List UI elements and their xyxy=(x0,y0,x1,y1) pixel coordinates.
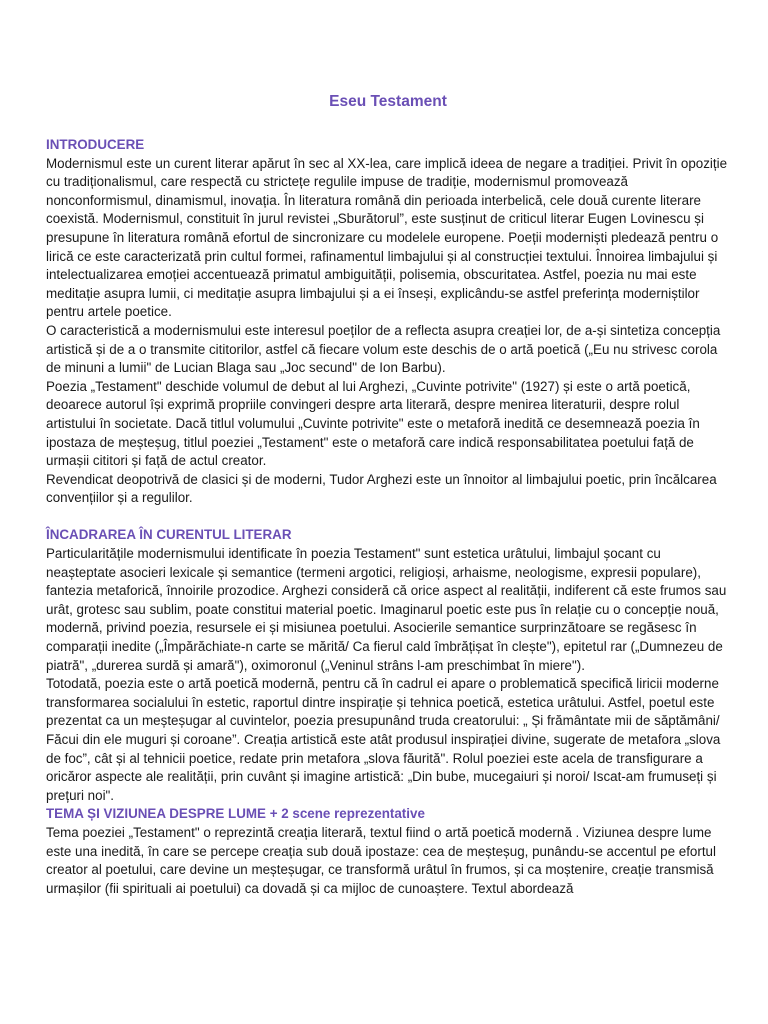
section-heading: TEMA ȘI VIZIUNEA DESPRE LUME + 2 scene reprezentative xyxy=(46,806,425,822)
section-incadrarea xyxy=(46,526,730,805)
section-heading: ÎNCADRAREA ÎN CURENTUL LITERAR xyxy=(46,527,292,543)
paragraph: O caracteristică a modernismului este interesul poeților de a reflecta asupra creației lor, de a-și sintetiza concepția artistică și de a o transmite cititorilor, astfel că fiecare volum este deschis de o artă poetică („Eu nu strivesc corola de minuni a lumii" de Lucian Blaga sau „Joc secund" de Ion Barbu). xyxy=(46,322,721,376)
document-title: Eseu Testament xyxy=(329,93,447,110)
document-page xyxy=(46,92,730,898)
section-tema xyxy=(46,805,730,898)
paragraph: Revendicat deopotrivă de clasici și de moderni, Tudor Arghezi este un înnoitor al limbajului poetic, prin încălcarea convențiilor și a regulilor. xyxy=(46,471,717,506)
section-introducere xyxy=(46,136,730,508)
paragraph: Modernismul este un curent literar apărut în sec al XX-lea, care implică ideea de negare a tradiției. Privit în opoziție cu tradiționalismul, care respectă cu strictețe regulile impuse de tradiție, modernismul promovează nonconformismul, dinamismul, inovația. În literatura română din perioada interbelică, cele două curente literare coexistă. Modernismul, constituit în jurul revistei „Sburătorul”, este susținut de criticul literar Eugen Lovinescu și presupune în literatura română efortul de sincronizare cu modelele europene. Poeții moderniști pledează pentru o lirică ce este caracterizată prin cultul formei, rafinamentul limbajului și al construcției textului. Înnoirea limbajului și intelectualizarea emoției accentuează primatul ambiguității, polisemia, obscuritatea. Astfel, poezia nu mai este meditație asupra lumii, ci meditație asupra limbajului și a ei înseși, explicându-se astfel preferința moderniștilor pentru artele poetice. xyxy=(46,155,728,320)
paragraph: Poezia „Testament" deschide volumul de debut al lui Arghezi, „Cuvinte potrivite" (1927) și este o artă poetică, deoarece autorul își exprimă propriile convingeri despre arta literară, despre menirea literaturii, despre rolul artistului în societate. Dacă titlul volumului „Cuvinte potrivite" este o metaforă inedită ce desemnează poezia în ipostaza de meșteșug, titlul poeziei „Testament" este o metaforă care indică responsabilitatea poetului față de urmașii cititori și față de actul creator. xyxy=(46,378,700,469)
section-heading: INTRODUCERE xyxy=(46,137,145,152)
paragraph: Particularitățile modernismului identificate în poezia Testament" sunt estetica urâtului, limbajul șocant cu neașteptate asocieri lexicale și semantice (termeni argotici, religioși, arhaisme, neologisme, expresii populare), fantezia metaforică, înnoirile prozodice. Arghezi consideră că orice aspect al realității, indiferent că este frumos sau urât, grotesc sau sublim, poate constitui material poetic. Imaginarul poetic este pus în relație cu o concepție nouă, modernă, privind poezia, resursele ei și misiunea poetului. Asocierile semantice surprinzătoare se regăsesc în comparații inedite („Împărăchiate-n carte se mărită/ Ca fierul cald îmbrățișat în clește"), epitetul rar („Dumnezeu de piatră", „durerea surdă și amară"), oximoronul („Veninul strâns l-am preschimbat în miere"). xyxy=(46,546,727,673)
paragraph: Totodată, poezia este o artă poetică modernă, pentru că în cadrul ei apare o problematică specifică liricii moderne transformarea socialului în estetic, raportul dintre inspirație și tehnica poetică, estetica urâtului. Astfel, poetul este prezentat ca un meșteșugar al cuvintelor, poezia presupunând truda creatorului: „ Și frământate mii de săptămâni/ Făcui din ele muguri și coroane”. Creația artistică este atât produsul inspirației divine, sugerate de metafora „slova de foc”, cât și al tehnicii poetice, redate prin metafora „slova făurită". Rolul poeziei este acela de transfigurare a oricăror aspecte ale realității, prin cuvânt și imagine artistică: „Din bube, mucegaiuri și noroi/ Iscat-am frumuseți și prețuri noi". xyxy=(46,676,721,803)
spacer xyxy=(46,508,730,527)
paragraph: Tema poeziei „Testament" o reprezintă creația literară, textul fiind o artă poetică modernă . Viziunea despre lume este una inedită, în care se percepe creația sub două ipostaze: cea de meșteșug, punându-se accentul pe efortul creator al poetului, care devine un meșteșugar, ce transformă urâtul în frumos, și ca moștenire, creație transmisă urmașilor (fii spirituali ai poetului) ca dovadă și ca mijloc de cunoaștere. Textul abordează xyxy=(46,824,716,896)
